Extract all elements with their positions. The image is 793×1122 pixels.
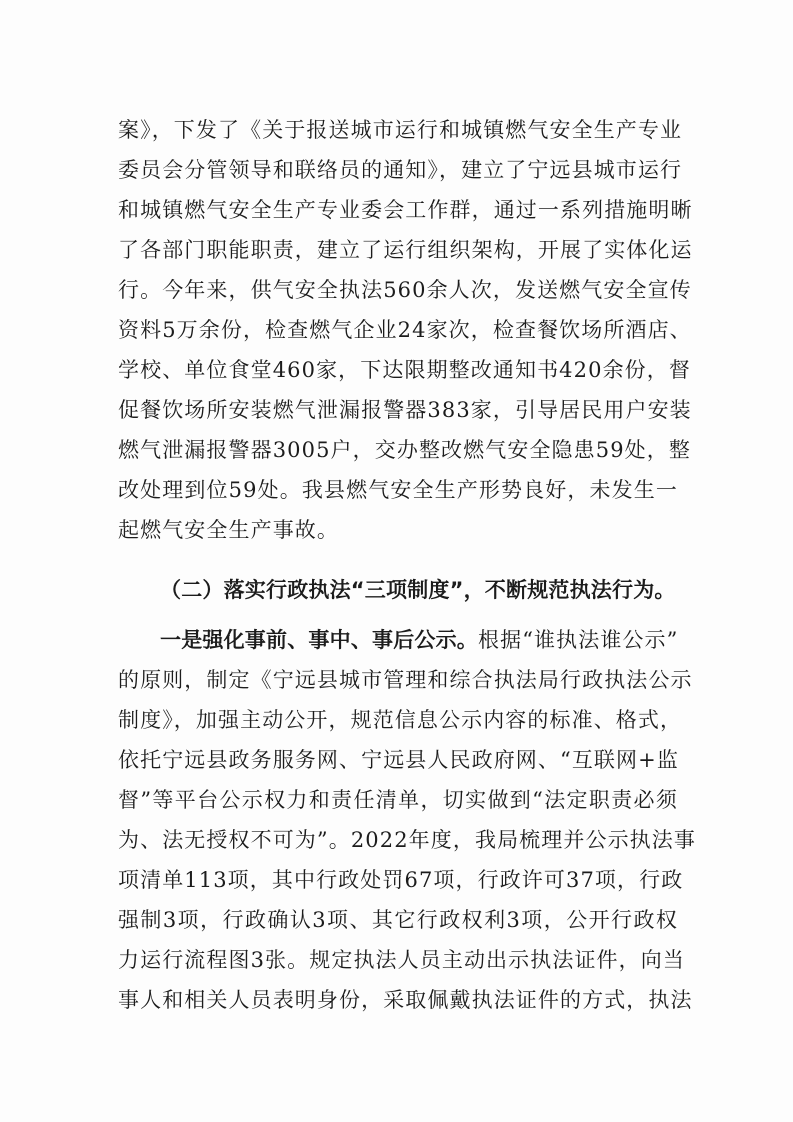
text-line: 和城镇燃气安全生产专业委会工作群，通过一系列措施明晰 — [118, 198, 693, 222]
text-line: 事人和相关人员表明身份，采取佩戴执法证件的方式，执法 — [118, 988, 693, 1012]
text-line: 依托宁远县政务服务网、宁远县人民政府网、“互联网+监 — [118, 748, 679, 772]
text-line: 促餐饮场所安装燃气泄漏报警器383家，引导居民用户安装 — [118, 398, 692, 422]
text-line: 制度》，加强主动公开，规范信息公示内容的标准、格式， — [118, 708, 683, 732]
text-line: 的原则，制定《宁远县城市管理和综合执法局行政执法公示 — [118, 668, 693, 692]
text-line: 燃气泄漏报警器3005户，交办整改燃气安全隐患59处，整 — [118, 438, 691, 462]
text-line: 督”等平台公示权力和责任清单，切实做到“法定职责必须 — [118, 788, 678, 812]
text-line: 行。今年来，供气安全执法560余人次，发送燃气安全宣传 — [118, 278, 692, 302]
text-line: 改处理到位59处。我县燃气安全生产形势良好，未发生一 — [118, 478, 678, 502]
text-line: 项清单113项，其中行政处罚67项，行政许可37项，行政 — [118, 868, 684, 892]
text-line: 起燃气安全生产事故。 — [118, 518, 339, 542]
text-line: 资料5万余份，检查燃气企业24家次，检查餐饮场所酒店、 — [118, 318, 692, 342]
text-line: 力运行流程图3张。规定执法人员主动出示执法证件，向当 — [118, 948, 685, 972]
text-line: 委员会分管领导和联络员的通知》，建立了宁远县城市运行 — [118, 158, 683, 182]
text-line: 案》，下发了《关于报送城市运行和城镇燃气安全生产专业 — [118, 118, 683, 142]
text-line: 强制3项，行政确认3项、其它行政权利3项，公开行政权 — [118, 908, 678, 932]
text-line: 学校、单位食堂460家，下达限期整改通知书420余份，督 — [118, 358, 691, 382]
text-line: 了各部门职能职责，建立了运行组织架构，开展了实体化运 — [118, 238, 693, 262]
section-heading: （二）落实行政执法“三项制度”，不断规范执法行为。 — [160, 578, 676, 602]
paragraph-lead-rest: 根据“谁执法谁公示” — [478, 628, 679, 652]
text-line: 为、法无授权不可为”。2022年度，我局梳理并公示执法事 — [118, 828, 696, 852]
paragraph-lead-line — [160, 620, 678, 660]
paragraph-lead-bold: 一是强化事前、事中、事后公示。 — [160, 628, 478, 652]
